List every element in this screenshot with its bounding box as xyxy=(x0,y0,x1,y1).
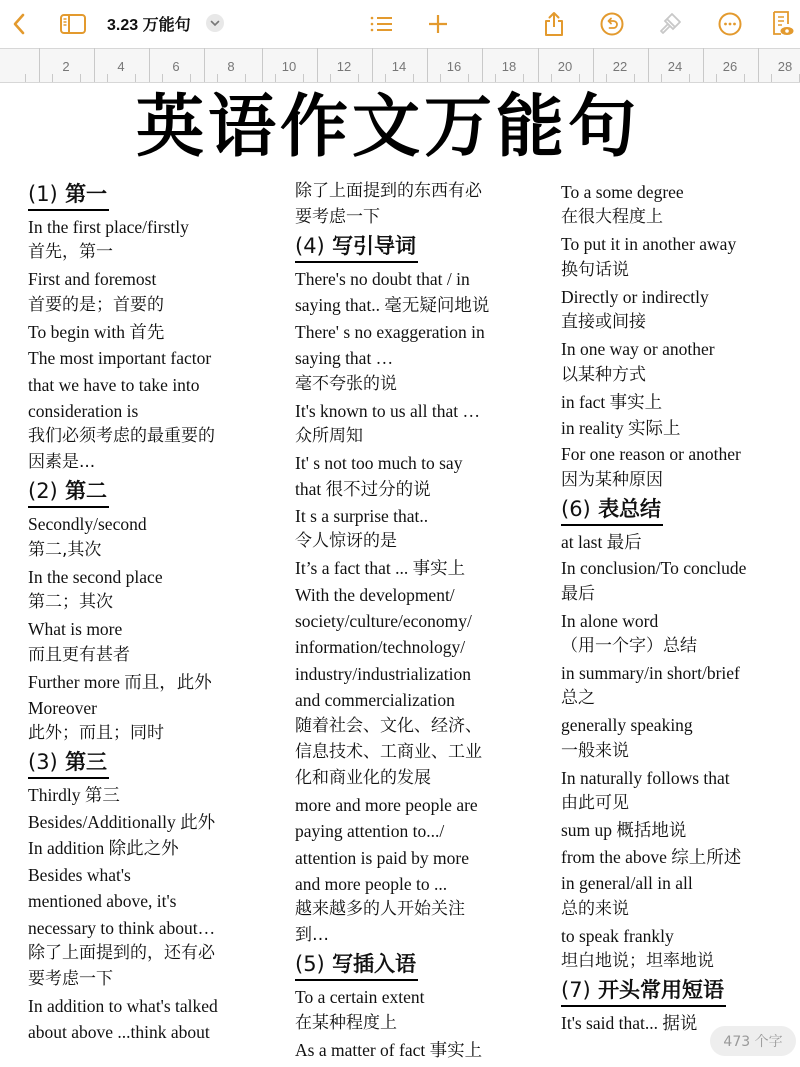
top-toolbar xyxy=(0,0,800,48)
ruler[interactable] xyxy=(0,48,800,83)
english-line: In addition 除此之外 xyxy=(28,838,179,859)
chinese-line: 要考虑一下 xyxy=(28,968,113,989)
english-line: To a some degree xyxy=(561,182,684,202)
english-line: Further more 而且，此外 xyxy=(28,671,212,692)
english-line: saying that … xyxy=(295,348,394,369)
chinese-line: 到… xyxy=(295,925,329,946)
english-line: It's said that... 据说 xyxy=(561,1012,698,1033)
ruler-label: 16 xyxy=(446,59,462,74)
chinese-line: 首先，第一 xyxy=(28,242,113,263)
english-line: at last 最后 xyxy=(561,531,642,552)
english-line: from the above 综上所述 xyxy=(561,846,742,867)
english-line: In one way or another xyxy=(561,339,715,360)
section-heading xyxy=(561,494,663,526)
ruler-label: 4 xyxy=(117,59,125,74)
chinese-line: 以某种方式 xyxy=(561,364,646,385)
section-title: 第一 xyxy=(65,182,108,206)
section-number: (4) xyxy=(295,234,325,258)
english-line: that 很不过分的说 xyxy=(295,479,431,500)
chinese-line: 在很大程度上 xyxy=(561,207,663,228)
ruler-label: 2 xyxy=(62,59,70,74)
share-icon xyxy=(543,11,565,37)
document-eye-icon xyxy=(770,10,794,38)
english-line: paying attention to.../ xyxy=(295,821,445,842)
english-line: in summary/in short/brief xyxy=(561,663,740,684)
english-line: mentioned above, it's xyxy=(28,891,177,912)
word-count-badge[interactable]: 473 个字 xyxy=(710,1026,796,1056)
english-line: To begin with 首先 xyxy=(28,321,165,342)
chinese-line: 总的来说 xyxy=(561,898,629,919)
english-line: consideration is xyxy=(28,401,139,422)
section-number: (3) xyxy=(28,750,58,775)
chinese-line: 除了上面提到的，还有必 xyxy=(28,942,215,963)
section-title: 第二 xyxy=(65,479,108,504)
english-line: to speak frankly xyxy=(561,925,674,946)
english-line: In addition to what's talked xyxy=(28,995,218,1016)
english-line: Thirdly 第三 xyxy=(28,785,120,806)
english-line: Secondly/second xyxy=(28,514,147,535)
english-line: With the development/ xyxy=(295,584,455,605)
chinese-line: 随着社会、文化、经济、 xyxy=(295,715,482,736)
english-line: more and more people are xyxy=(295,794,478,815)
section-number: (5) xyxy=(295,952,325,977)
document-heading: 英语作文万能句 xyxy=(135,88,640,167)
ruler-label: 10 xyxy=(281,59,297,74)
english-line: and commercialization xyxy=(295,690,455,711)
english-line: Besides/Additionally 此外 xyxy=(28,811,216,832)
english-line: There's no doubt that / in xyxy=(295,269,470,289)
plus-icon xyxy=(427,13,449,35)
english-line: in general/all in all xyxy=(561,873,693,894)
section-heading xyxy=(561,975,726,1007)
list-format-button[interactable] xyxy=(366,0,396,48)
format-brush-button[interactable] xyxy=(656,0,684,48)
ruler-label: 22 xyxy=(612,59,628,74)
chinese-line: 一般来说 xyxy=(561,740,629,761)
chinese-line: 毫不夸张的说 xyxy=(295,373,397,394)
chinese-line: 因为某种原因 xyxy=(561,469,663,490)
english-line: There' s no exaggeration in xyxy=(295,321,485,342)
chinese-line: 越来越多的人开始关注 xyxy=(295,899,465,920)
english-line: What is more xyxy=(28,619,123,640)
english-line: Directly or indirectly xyxy=(561,286,709,307)
document-page[interactable] xyxy=(0,84,800,1067)
column-3 xyxy=(561,178,796,1035)
english-line: First and foremost xyxy=(28,269,157,290)
section-number: (2) xyxy=(28,479,58,504)
section-title: 开头常用短语 xyxy=(598,977,725,1002)
english-line: in reality 实际上 xyxy=(561,418,681,439)
add-button[interactable] xyxy=(424,0,452,48)
section-heading xyxy=(295,949,418,981)
section-number: (6) xyxy=(561,496,591,521)
ruler-label: 24 xyxy=(667,59,683,74)
english-line: To put it in another away xyxy=(561,234,737,255)
english-line: In naturally follows that xyxy=(561,767,730,788)
english-line: sum up 概括地说 xyxy=(561,820,687,841)
english-line: necessary to think about… xyxy=(28,917,216,938)
english-line: It' s not too much to say xyxy=(295,453,463,474)
chinese-line: 由此可见 xyxy=(561,793,629,814)
english-line: In the first place/firstly xyxy=(28,217,189,237)
chinese-line: 第二,其次 xyxy=(28,539,102,560)
more-button[interactable] xyxy=(716,0,744,48)
sidebar-icon xyxy=(59,13,87,35)
chinese-line: 众所周知 xyxy=(295,426,363,447)
chinese-line: 化和商业化的发展 xyxy=(295,767,431,788)
chinese-line: 直接或间接 xyxy=(561,312,646,333)
chinese-line: 首要的是；首要的 xyxy=(28,294,164,315)
ruler-label: 14 xyxy=(391,59,407,74)
english-line: that we have to take into xyxy=(28,374,200,395)
list-icon xyxy=(369,14,393,34)
section-heading xyxy=(28,179,109,211)
chinese-line: 而且更有甚者 xyxy=(28,644,130,665)
ruler-label: 20 xyxy=(557,59,573,74)
english-line: It’s a fact that ... 事实上 xyxy=(295,558,466,579)
chinese-line: 第二；其次 xyxy=(28,592,113,613)
english-line: In the second place xyxy=(28,566,163,587)
chinese-line: 最后 xyxy=(561,583,595,604)
chevron-down-icon xyxy=(210,20,220,27)
english-line: industry/industrialization xyxy=(295,663,471,684)
english-line: society/culture/economy/ xyxy=(295,611,472,632)
english-line: To a certain extent xyxy=(295,987,425,1008)
section-heading xyxy=(28,747,109,779)
chinese-line: 此外；而且；同时 xyxy=(28,723,164,744)
english-line: In alone word xyxy=(561,610,659,631)
chinese-line: 坦白地说；坦率地说 xyxy=(561,950,714,971)
document-title[interactable]: 3.23 万能句 xyxy=(107,17,191,34)
section-heading xyxy=(295,231,418,263)
english-line: in fact 事实上 xyxy=(561,391,663,412)
english-line: In conclusion/To conclude xyxy=(561,558,747,579)
section-title: 第三 xyxy=(65,750,108,775)
section-title: 表总结 xyxy=(598,496,662,521)
undo-button[interactable] xyxy=(598,0,626,48)
column-2 xyxy=(295,178,550,1062)
english-line: It's known to us all that … xyxy=(295,400,480,421)
chinese-line: 除了上面提到的东西有必 xyxy=(295,181,482,201)
ruler-label: 6 xyxy=(172,59,180,74)
english-line: generally speaking xyxy=(561,715,693,736)
english-line: about above ...think about xyxy=(28,1022,210,1043)
section-heading xyxy=(28,476,109,508)
english-line: As a matter of fact 事实上 xyxy=(295,1039,483,1060)
ruler-label: 18 xyxy=(501,59,517,74)
section-title: 写引导词 xyxy=(332,234,417,258)
chinese-line: 在某种程度上 xyxy=(295,1012,397,1033)
section-number: (7) xyxy=(561,977,591,1002)
english-line: Moreover xyxy=(28,698,98,719)
english-line: and more people to ... xyxy=(295,873,448,894)
column-1 xyxy=(28,178,283,1045)
chinese-line: 因素是... xyxy=(28,452,96,473)
chinese-line: 令人惊讶的是 xyxy=(295,531,397,552)
ruler-label: 26 xyxy=(722,59,738,74)
ellipsis-circle-icon xyxy=(718,12,742,36)
english-line: Besides what's xyxy=(28,864,131,885)
english-line: For one reason or another xyxy=(561,444,741,465)
share-button[interactable] xyxy=(540,0,568,48)
english-line: saying that.. 毫无疑问地说 xyxy=(295,295,490,316)
ruler-label: 12 xyxy=(336,59,352,74)
undo-icon xyxy=(600,12,624,36)
english-line: It s a surprise that.. xyxy=(295,505,429,526)
chinese-line: （用一个字）总结 xyxy=(561,636,697,657)
ruler-label: 28 xyxy=(777,59,793,74)
section-title: 写插入语 xyxy=(332,952,417,977)
chinese-line: 要考虑一下 xyxy=(295,207,380,227)
chinese-line: 总之 xyxy=(561,688,595,709)
ruler-label: 8 xyxy=(227,59,235,74)
title-menu-button[interactable] xyxy=(206,14,224,32)
back-button[interactable] xyxy=(6,0,32,48)
chinese-line: 我们必须考虑的最重要的 xyxy=(28,426,215,447)
english-line: attention is paid by more xyxy=(295,847,469,868)
chevron-left-icon xyxy=(12,13,26,35)
section-number: (1) xyxy=(28,182,58,206)
paintbrush-icon xyxy=(658,12,682,36)
chinese-line: 信息技术、工商业、工业 xyxy=(295,741,482,762)
sidebar-toggle-button[interactable] xyxy=(58,0,88,48)
reading-view-button[interactable] xyxy=(768,0,796,48)
english-line: The most important factor xyxy=(28,348,212,369)
chinese-line: 换句话说 xyxy=(561,259,629,280)
english-line: information/technology/ xyxy=(295,637,466,658)
